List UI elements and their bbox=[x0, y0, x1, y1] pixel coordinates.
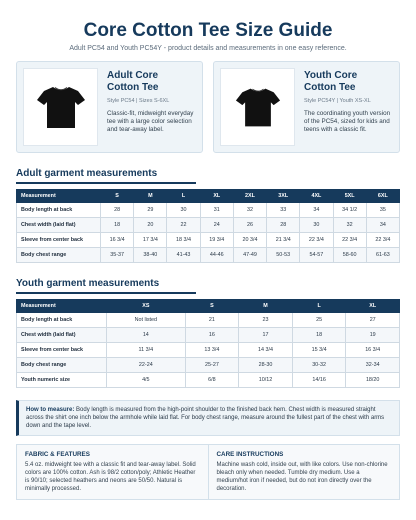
product-name: Youth Core Cotton Tee bbox=[304, 70, 358, 93]
fabric-text: 5.4 oz. midweight tee with a classic fit and tear-away label. Solid colors are 100% cotton. Ash is 98/2 cotton/poly; Athletic Heather is 90/10; selected heathers and neons are 50/50. Natural is minimally processed. bbox=[25, 462, 196, 492]
page-subtitle: Adult PC54 and Youth PC54Y - product details and measurements in one easy reference. bbox=[69, 45, 347, 52]
product-card-youth bbox=[213, 61, 400, 153]
product-name: Adult Core Cotton Tee bbox=[107, 70, 159, 93]
column-header: Measurement bbox=[17, 300, 107, 313]
product-info-youth bbox=[295, 68, 393, 146]
fabric-title: FABRIC & FEATURES bbox=[25, 451, 90, 458]
youth-measurements-table bbox=[16, 299, 400, 388]
table-row: Chest width (laid flat) 14 16 17 18 19 bbox=[17, 328, 400, 343]
care-text: Machine wash cold, inside out, with like colors. Use non-chlorine bleach only when needed. Tumble dry medium. Use a medium/hot iron if needed, but do not iron directly over the decoration. bbox=[216, 462, 388, 492]
table-row: Body chest range 35-37 38-40 41-43 44-46 47-49 50-53 54-57 58-60 61-63 bbox=[17, 248, 400, 263]
table-row: Body length at back 28 29 30 31 32 33 34 34 1/2 35 bbox=[17, 203, 400, 218]
column-header: 2XL bbox=[233, 190, 266, 203]
product-style: Style PC54Y | Youth XS-XL bbox=[304, 98, 371, 104]
product-card-adult bbox=[16, 61, 203, 153]
column-header: Measurement bbox=[17, 190, 101, 203]
column-header: 3XL bbox=[267, 190, 300, 203]
column-header: M bbox=[239, 300, 293, 313]
table-header-row bbox=[17, 190, 400, 203]
column-header: 5XL bbox=[333, 190, 366, 203]
table-row: Sleeve from center back 11 3/4 13 3/4 14 3/4 15 3/4 16 3/4 bbox=[17, 343, 400, 358]
product-style: Style PC54 | Sizes S-6XL bbox=[107, 98, 170, 104]
product-description: The coordinating youth version of the PC54, sized for kids and teens with a classic fit. bbox=[304, 110, 391, 133]
product-cards bbox=[16, 61, 400, 153]
care-instructions-panel bbox=[208, 445, 400, 499]
info-panels bbox=[16, 444, 400, 500]
product-description: Classic-fit, midweight everyday tee with a large color selection and tear-away label. bbox=[107, 110, 194, 133]
column-header: 6XL bbox=[366, 190, 399, 203]
table-row: Sleeve from center back 16 3/4 17 3/4 18 3/4 19 3/4 20 3/4 21 3/4 22 3/4 22 3/4 22 3/4 bbox=[17, 233, 400, 248]
how-to-measure-text: Body length is measured from the high-point shoulder to the finished back hem. Chest width is measured straight across the shirt one inch below the armhole while laid flat. For body chest range, measure around the fullest part of the chest with arms down and the tape level. bbox=[26, 407, 385, 429]
column-header: 4XL bbox=[300, 190, 333, 203]
column-header: L bbox=[292, 300, 346, 313]
column-header: XL bbox=[346, 300, 400, 313]
page-title: Core Cotton Tee Size Guide bbox=[83, 20, 333, 41]
fabric-features-panel bbox=[17, 445, 208, 499]
tshirt-icon bbox=[36, 84, 86, 130]
table-row: Chest width (laid flat) 18 20 22 24 26 28 30 32 34 bbox=[17, 218, 400, 233]
product-image-youth bbox=[220, 68, 295, 146]
how-to-measure-note bbox=[16, 400, 400, 436]
care-title: CARE INSTRUCTIONS bbox=[216, 451, 284, 458]
column-header: XS bbox=[107, 300, 186, 313]
table-row: Body length at back Not listed 21 23 25 27 bbox=[17, 313, 400, 328]
tshirt-icon bbox=[235, 85, 281, 129]
product-image-adult bbox=[23, 68, 98, 146]
column-header: S bbox=[101, 190, 134, 203]
table-row: Body chest range 22-24 25-27 28-30 30-32 32-34 bbox=[17, 358, 400, 373]
column-header: L bbox=[167, 190, 200, 203]
adult-measurements-table bbox=[16, 189, 400, 263]
product-info-adult bbox=[98, 68, 196, 146]
table-row: Youth numeric size 4/5 6/8 10/12 14/16 18/20 bbox=[17, 373, 400, 388]
how-to-measure-label: How to measure: bbox=[26, 407, 75, 413]
column-header: S bbox=[185, 300, 239, 313]
youth-section-title: Youth garment measurements bbox=[16, 278, 196, 294]
column-header: XL bbox=[200, 190, 233, 203]
column-header: M bbox=[134, 190, 167, 203]
adult-section-title: Adult garment measurements bbox=[16, 168, 196, 184]
table-header-row bbox=[17, 300, 400, 313]
